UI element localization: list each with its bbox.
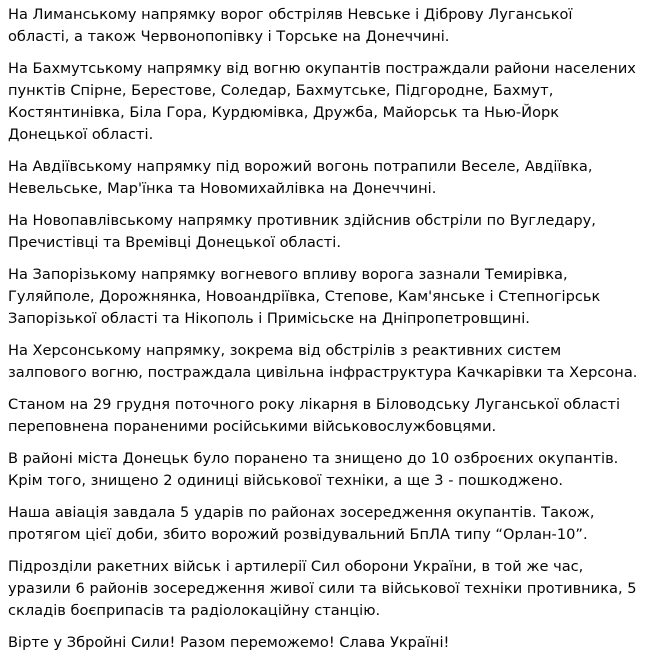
paragraph-line: На Новопавлівському напрямку противник здійснив обстріли по Вугледару,	[8, 212, 596, 229]
paragraph-line: Підрозділи ракетних військ і артилерії Сил оборони України, в той же час,	[8, 558, 584, 575]
paragraph-line: Донецької області.	[8, 126, 154, 143]
post-paragraph	[8, 394, 646, 438]
paragraph-line: Пречистівці та Времівці Донецької області.	[8, 234, 341, 251]
paragraph-line: складів боєприпасів та радіолокаційну станцію.	[8, 602, 381, 619]
paragraph-line: залпового вогню, постраждала цивільна інфраструктура Качкарівки та Херсона.	[8, 364, 638, 381]
post-paragraph	[8, 556, 646, 622]
paragraph-line: В районі міста Донецьк було поранено та знищено до 10 озброєних окупантів.	[8, 450, 619, 467]
paragraph-line: На Авдіївському напрямку під ворожий вогонь потрапили Веселе, Авдіївка,	[8, 158, 593, 175]
paragraph-line: На Лиманському напрямку ворог обстріляв Невське і Діброву Луганської	[8, 6, 573, 23]
paragraph-line: Костянтинівка, Біла Гора, Курдюмівка, Дружба, Майорськ та Нью-Йорк	[8, 104, 560, 121]
paragraph-line: На Запорізькому напрямку вогневого впливу ворога зазнали Темирівка,	[8, 266, 568, 283]
post-paragraph	[8, 502, 646, 546]
paragraph-line: Станом на 29 грудня поточного року лікарня в Біловодську Луганської області	[8, 396, 621, 413]
post-paragraph	[8, 448, 646, 492]
post-paragraph	[8, 340, 646, 384]
post-paragraph	[8, 58, 646, 146]
paragraph-line: На Херсонському напрямку, зокрема від обстрілів з реактивних систем	[8, 342, 562, 359]
paragraph-line: уразили 6 районів зосередження живої сили та військової техніки противника, 5	[8, 580, 637, 597]
post-paragraph	[8, 210, 646, 254]
paragraph-line: Невельське, Мар'їнка та Новомихайлівка на Донеччині.	[8, 180, 437, 197]
paragraph-line: Наша авіація завдала 5 ударів по районах зосередження окупантів. Також,	[8, 504, 595, 521]
paragraph-line: На Бахмутському напрямку від вогню окупантів постраждали райони населених	[8, 60, 636, 77]
post-paragraph	[8, 156, 646, 200]
paragraph-line: області, а також Червонопопівку і Торське на Донеччині.	[8, 28, 450, 45]
paragraph-line: Гуляйполе, Дорожнянка, Новоандріївка, Степове, Кам'янське і Степногірськ	[8, 288, 601, 305]
paragraph-line: Крім того, знищено 2 одиниці військової техніки, а ще 3 - пошкоджено.	[8, 472, 564, 489]
paragraph-line: пунктів Спірне, Берестове, Соледар, Бахмутське, Підгородне, Бахмут,	[8, 82, 554, 99]
post-paragraph	[8, 4, 646, 48]
paragraph-line: протягом цієї доби, збито ворожий розвідувальний БпЛА типу “Орлан-10”.	[8, 526, 588, 543]
paragraph-line: переповнена пораненими російськими військовослужбовцями.	[8, 418, 497, 435]
post-paragraph	[8, 632, 646, 654]
post-paragraph	[8, 264, 646, 330]
paragraph-line: Запорізької області та Нікополь і Примісьске на Дніпропетровщині.	[8, 310, 530, 327]
paragraph-line: Вірте у Збройні Сили! Разом переможемо! Слава Україні!	[8, 634, 450, 651]
